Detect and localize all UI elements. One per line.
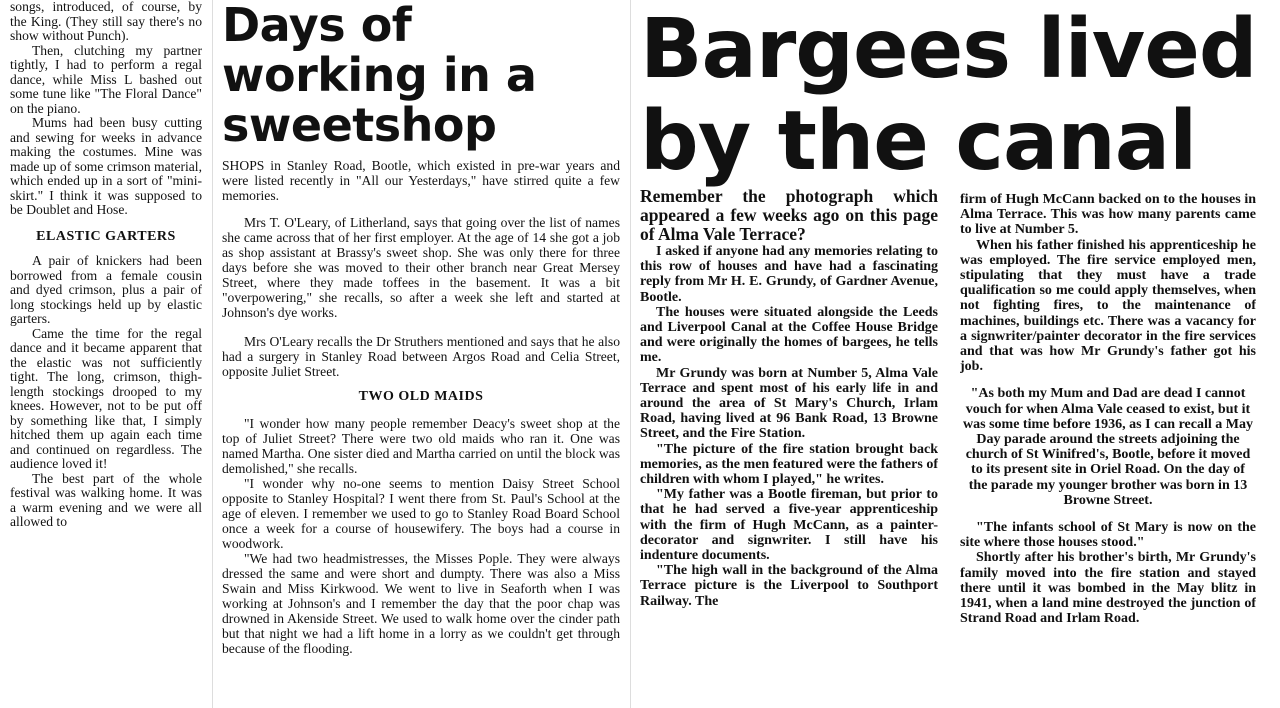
lead-paragraph: Remember the photograph which appeared a few weeks ago on this page of Alma Vale Terrace? [640,187,938,244]
paragraph: A pair of knickers had been borrowed from a female cousin and dyed crimson, plus a pair of long stockings held up by elastic garters. [10,253,202,326]
paragraph: Shortly after his brother's birth, Mr Grundy's family moved into the fire station and stayed there until it was bombed in the May blitz in 1941, when a land mine destroyed the junction of Strand Road and Irlam Road. [960,550,1256,627]
quote-paragraph: "As both my Mum and Dad are dead I cannot vouch for when Alma Vale ceased to exist, but it was some time before 1936, as I can recall a May Day parade around the streets adjoining the church of St Winifred's, Bootle, before it moved to its present site in Oriel Road. On the day of the parade my younger brother was born in 13 Browne Street. [963,386,1253,508]
paragraph: Then, clutching my partner tightly, I had to perform a regal dance, while Miss L bashed out some tune like "The Floral Dance" on the piano. [10,42,202,116]
paragraph: The best part of the whole festival was walking home. It was a warm evening and we were all allowed to [10,470,202,529]
column-divider [212,0,213,708]
paragraph: Mr Grundy was born at Number 5, Alma Vale Terrace and spent most of his early life in and around the area of St Mary's Church, Irlam Road, having lived at 96 Bank Road, 13 Browne Street, and the Fire Station. [640,365,938,442]
paragraph: "We had two headmistresses, the Misses Pople. They were always dressed the same and were short and dumpty. There was also a Miss Swain and Miss Kirkwood. We went to live in Seaforth when I was working at Johnson's and I remember the day that the poor chap was drowned in Akenside Street. We used to walk home over the cinder path but that night we had a lift home in a lorry as we couldn't get through because of the flooding. [222,551,620,656]
headline: Bargees lived by the canal [640,2,1257,189]
paragraph: "I wonder why no-one seems to mention Daisy Street School opposite to Stanley Hospital? I went there from St. Paul's School at the age of eleven. I remember we used to go to Stanley Road Board School once a week for a course of housewifery. The boys had a course in woodwork. [222,476,620,551]
paragraph: "The picture of the fire station brought back memories, as the men featured were the fathers of children with whom I played," he writes. [640,441,938,488]
paragraph: firm of Hugh McCann backed on to the houses in Alma Terrace. This was how many parents came to live at Number 5. [960,192,1256,238]
paragraph: Mums had been busy cutting and sewing for weeks in advance making the costumes. Mine was made up of some crimson material, which ended up in a sort of "mini-skirt." I think it was supposed to be Doublet and Hose. [10,115,202,217]
paragraph: songs, introduced, of course, by the King. (They still say there's no show without Punch). [10,0,202,43]
headline: Days of working in a sweetshop [222,0,537,152]
paragraph: Came the time for the regal dance and it became apparent that the elastic was not sufficiently tight. The long, crimson, thigh-length stockings drooped to my knees. However, not to be put off by something like that, I simply hitched them up again each time and continued on regardless. The audience loved it! [10,325,202,471]
paragraph: Mrs T. O'Leary, of Litherland, says that going over the list of names she came across that of her first employer. At the age of 14 she got a job as shop assistant at Brassy's sweet shop. She was only there for three days before she was moved to their other branch near Great Mersey Street, where they made toffees in the basement. It was a bit "overpowering," she recalls, so after a week she left and started at Johnson's dye works. [222,215,620,320]
article-sweetshop [222,0,620,656]
subheading: ELASTIC GARTERS [36,228,176,244]
paragraph: "The infants school of St Mary is now on the site where those houses stood." [960,520,1256,551]
paragraph: When his father finished his apprenticeship he was employed. The fire service employed men, stipulating that they must have a trade qualification so me could apply themselves, when not fighting fires, to the maintenance of machines, buildings etc. There was a vacancy for a signwriter/painter decorator in the fire services and that was how Mr Grundy's father got his job. [960,237,1256,375]
paragraph: SHOPS in Stanley Road, Bootle, which existed in pre-war years and were listed recently in "All our Yesterdays," have stirred quite a few memories. [222,158,620,203]
column-continued-story [10,0,202,530]
paragraph: The houses were situated alongside the Leeds and Liverpool Canal at the Coffee House Bridge and were originally the homes of bargees, he tells me. [640,304,938,366]
subheading: TWO OLD MAIDS [358,389,484,404]
article-bargees [640,187,938,609]
page-edge [1266,0,1280,708]
paragraph: I asked if anyone had any memories relating to this row of houses and have had a fascinating reply from Mr H. E. Grundy, of Gardner Avenue, Bootle. [640,244,938,305]
paragraph: "My father was a Bootle fireman, but prior to that he had served a five-year apprenticeship with the firm of Hugh McCann, as a painter-decorator and signwriter. I still have his indenture documents. [640,487,938,564]
paragraph: "The high wall in the background of the Alma Terrace picture is the Liverpool to Southport Railway. The [640,563,938,609]
column-divider [630,0,631,708]
paragraph: Mrs O'Leary recalls the Dr Struthers mentioned and says that he also had a surgery in Stanley Road between Argos Road and Celia Street, opposite Juliet Street. [222,334,620,379]
article-bargees-continued [960,192,1256,626]
paragraph: "I wonder how many people remember Deacy's sweet shop at the top of Juliet Street? There were two old maids who ran it. One was named Martha. One sister died and Martha carried on until the block was demolished," she recalls. [222,416,620,476]
